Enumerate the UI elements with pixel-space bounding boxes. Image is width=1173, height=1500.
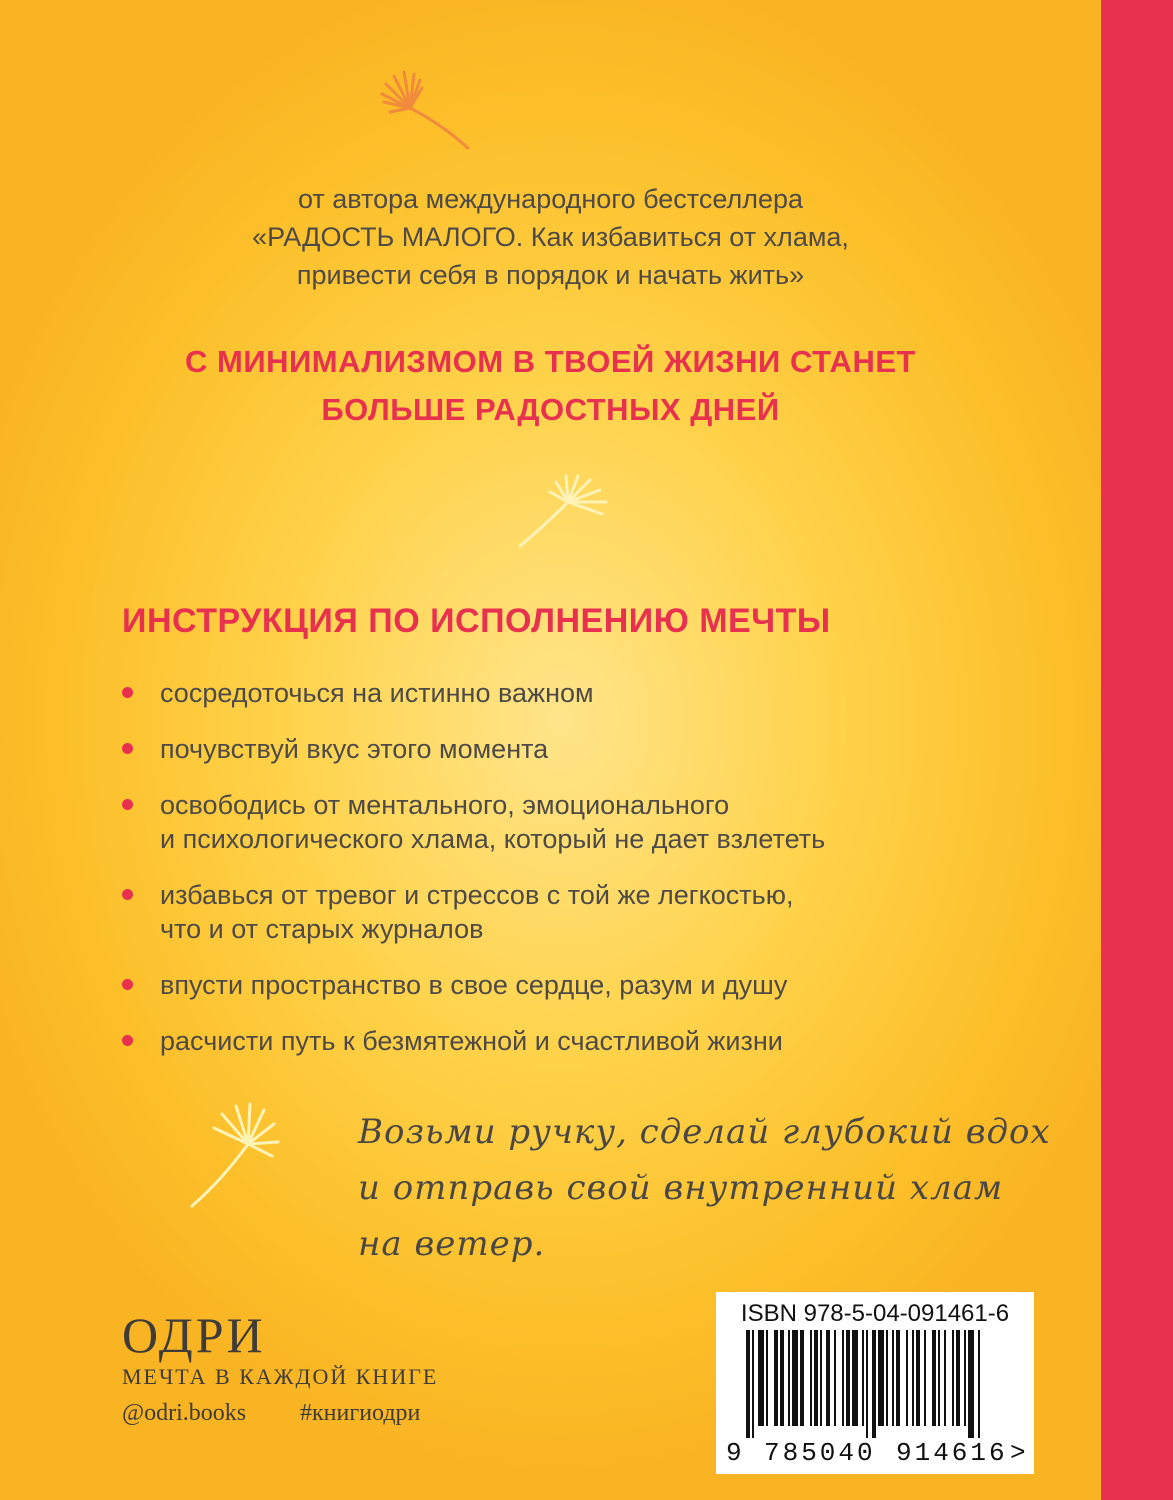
barcode-bar [932,1330,936,1426]
barcode-bar [912,1330,914,1426]
barcode-bar [944,1330,946,1426]
barcode-bar [892,1330,894,1426]
publisher-logo: ОДРИ [122,1307,266,1363]
barcode-bar [842,1330,844,1426]
publisher-tagline: МЕЧТА В КАЖДОЙ КНИГЕ [122,1364,439,1389]
barcode-bar [792,1330,798,1426]
barcode-bar [872,1330,876,1438]
list-item [122,1024,1072,1058]
list-item [122,676,1072,710]
bullet-text: впусти пространство в свое сердце, разум и душу [160,970,788,1000]
barcode-bar [800,1330,804,1426]
hashtag: #книгиодри [300,1400,421,1426]
bullet-dot-icon [122,979,133,990]
bullet-text: избавься от тревог и стрессов с той же легкостью, [160,880,794,910]
barcode-bar [964,1330,966,1426]
barcode-tail: > [1010,1438,1026,1468]
bullet-text: и психологического хлама, который не дает взлететь [160,824,826,854]
list-item [122,968,1072,1002]
barcode-bar [978,1330,980,1438]
barcode-bar [780,1330,784,1426]
barcode-group-1: 785040 [764,1438,876,1468]
bullet-list [122,676,1072,1058]
barcode-bar [746,1330,750,1438]
list-item [122,788,1072,856]
bullet-dot-icon [122,799,133,810]
barcode-bar [834,1330,836,1426]
quote-line-2: и отправь свой внутренний хлам [358,1168,1004,1208]
barcode-bar [820,1330,822,1426]
list-item [122,732,1072,766]
social-handle: @odri.books [122,1400,247,1426]
headline-line-2: БОЛЬШЕ РАДОСТНЫХ ДНЕЙ [321,392,780,427]
headline-line-1: С МИНИМАЛИЗМОМ В ТВОЕЙ ЖИЗНИ СТАНЕТ [185,344,916,379]
barcode-bar [752,1330,754,1438]
barcode-bar [952,1330,954,1426]
dandelion-seed-orange-icon [370,68,480,158]
barcode-group-2: 914616 [896,1438,1008,1468]
isbn-number: ISBN 978-5-04-091461-6 [740,1300,1010,1327]
list-item [122,878,1072,946]
isbn-barcode [716,1292,1034,1474]
barcode-bar [968,1330,974,1438]
barcode-bar [758,1330,764,1426]
barcode-bar [916,1330,920,1426]
bullet-text: освободись от ментального, эмоционального [160,790,730,820]
bullet-dot-icon [122,889,133,900]
quote-line-1: Возьми ручку, сделай глубокий вдох [358,1112,1051,1152]
bullet-text: расчисти путь к безмятежной и счастливой жизни [160,1026,783,1056]
intro-line-3: привести себя в порядок и начать жить» [296,260,805,290]
author-intro [0,180,1101,294]
barcode-bar [878,1330,884,1426]
barcode-bar [852,1330,858,1426]
handwritten-quote [358,1104,1051,1272]
spine-stripe [1101,0,1173,1500]
section-title: ИНСТРУКЦИЯ ПО ИСПОЛНЕНИЮ МЕЧТЫ [122,602,831,640]
barcode-bar [826,1330,830,1426]
barcode-lead-digit: 9 [726,1438,742,1468]
bullet-dot-icon [122,687,133,698]
barcode-bar [810,1330,812,1426]
intro-line-2: «РАДОСТЬ МАЛОГО. Как избавиться от хлама, [252,222,849,252]
bullet-text: что и от старых журналов [160,914,484,944]
barcode-bar [766,1330,768,1426]
barcode-bar [886,1330,888,1426]
barcode-bar [788,1330,790,1426]
barcode-bar [956,1330,960,1426]
barcode-bar [774,1330,778,1426]
barcode-bar [862,1330,864,1426]
headline [0,338,1101,434]
barcode-bars [716,1330,1034,1442]
barcode-bar [896,1330,900,1426]
dandelion-seed-bottom-icon [176,1098,286,1218]
bullet-text: сосредоточься на истинно важном [160,678,594,708]
barcode-bar [938,1330,940,1426]
barcode-bar [814,1330,818,1426]
bullet-text: почувствуй вкус этого момента [160,734,549,764]
bullet-dot-icon [122,1035,133,1046]
intro-line-1: от автора международного бестселлера [298,184,803,214]
barcode-bar [846,1330,850,1426]
bullet-dot-icon [122,743,133,754]
barcode-bar [924,1330,926,1426]
quote-line-3: на ветер. [358,1224,546,1264]
dandelion-seed-pale-icon [510,470,620,555]
barcode-bar [906,1330,908,1426]
barcode-bar [866,1330,868,1438]
